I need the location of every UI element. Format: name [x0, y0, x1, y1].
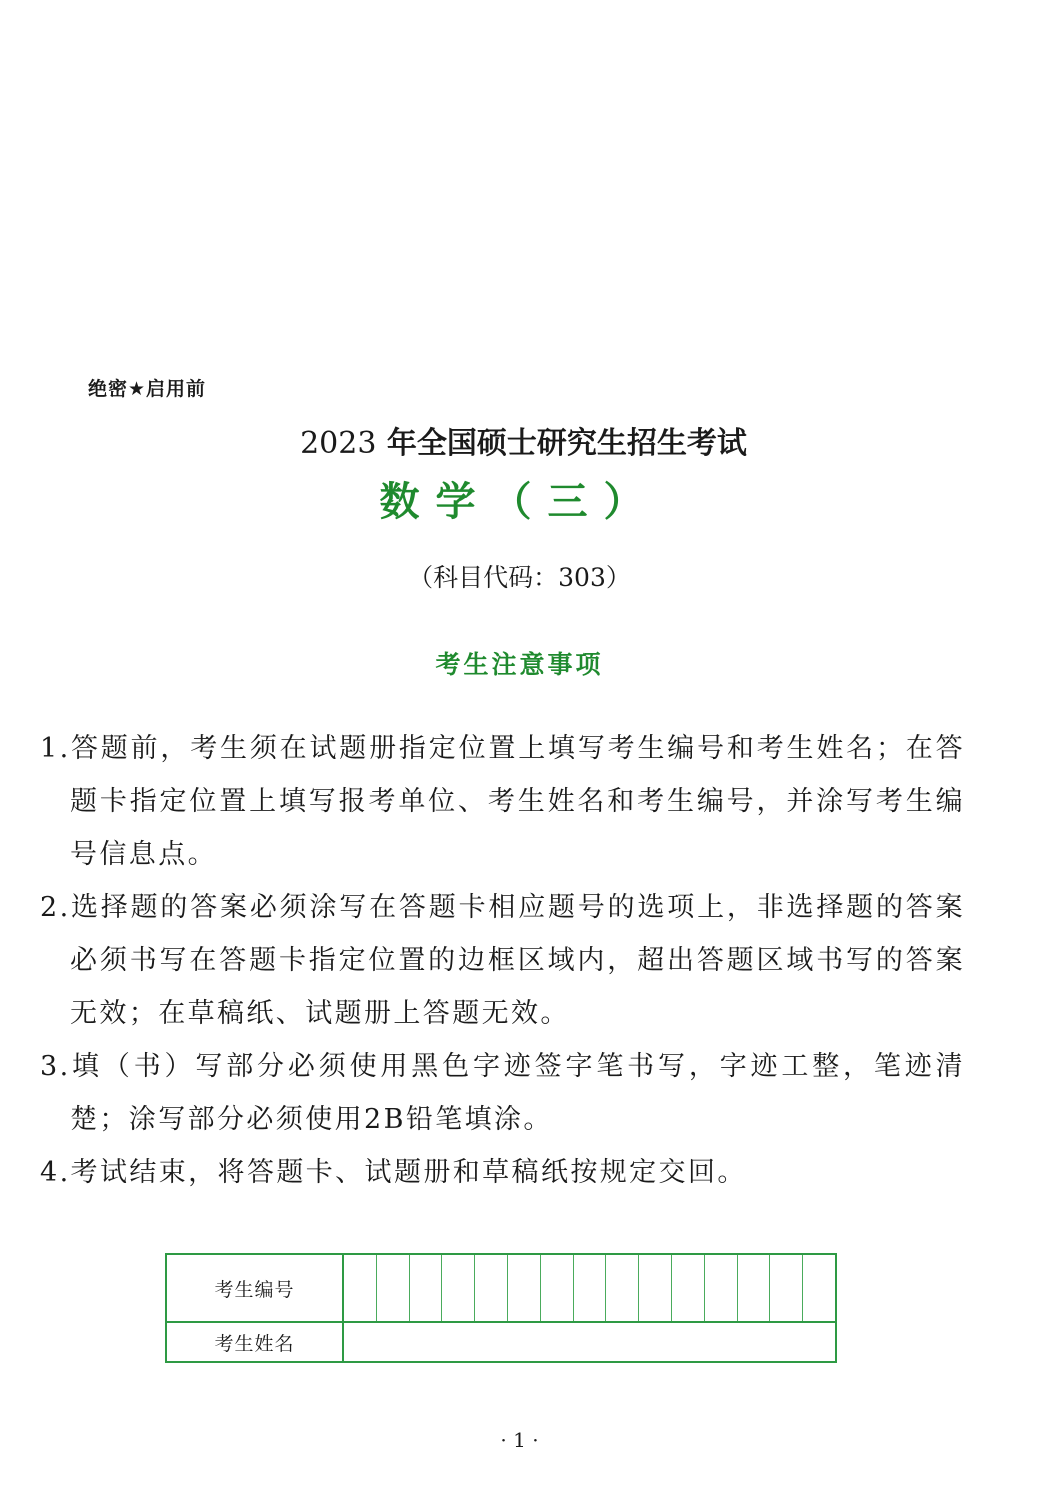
notice-heading: 考生注意事项 — [435, 650, 604, 679]
candidate-id-label: 考生编号 — [167, 1255, 344, 1321]
candidate-id-digit-box[interactable] — [442, 1255, 475, 1321]
candidate-id-digit-box[interactable] — [410, 1255, 443, 1321]
candidate-id-digit-box[interactable] — [672, 1255, 705, 1321]
candidate-id-row — [167, 1255, 835, 1323]
notice-item: 2.选择题的答案必须涂写在答题卡相应题号的选项上，非选择题的答案必须书写在答题卡指定位置的边框区域内，超出答题区域书写的答案无效；在草稿纸、试题册上答题无效。 — [40, 892, 965, 1029]
notice-item: 1.答题前，考生须在试题册指定位置上填写考生编号和考生姓名；在答题卡指定位置上填写报考单位、考生姓名和考生编号，并涂写考生编号信息点。 — [40, 733, 965, 870]
page-number: · 1 · — [500, 1428, 539, 1452]
candidate-id-digit-box[interactable] — [475, 1255, 508, 1321]
candidate-id-digit-box[interactable] — [738, 1255, 771, 1321]
candidate-name-label: 考生姓名 — [167, 1323, 344, 1361]
candidate-id-digit-box[interactable] — [344, 1255, 377, 1321]
notice-list — [40, 722, 965, 1199]
candidate-id-digit-box[interactable] — [508, 1255, 541, 1321]
exam-title-text: 年全国硕士研究生招生考试 — [386, 426, 747, 461]
notice-item: 3.填（书）写部分必须使用黑色字迹签字笔书写，字迹工整，笔迹清楚；涂写部分必须使用2B铅笔填涂。 — [40, 1051, 965, 1135]
subject-code: （科目代码：303） — [408, 563, 631, 592]
candidate-id-digit-box[interactable] — [639, 1255, 672, 1321]
candidate-id-digit-box[interactable] — [606, 1255, 639, 1321]
candidate-id-boxes[interactable] — [344, 1255, 835, 1321]
candidate-info-table — [165, 1253, 837, 1363]
candidate-id-digit-box[interactable] — [705, 1255, 738, 1321]
candidate-id-digit-box[interactable] — [574, 1255, 607, 1321]
candidate-name-field[interactable] — [344, 1323, 835, 1361]
notice-item: 4.考试结束，将答题卡、试题册和草稿纸按规定交回。 — [40, 1157, 747, 1188]
candidate-name-row — [167, 1323, 835, 1361]
candidate-id-digit-box[interactable] — [377, 1255, 410, 1321]
subject-title: 数学（三） — [379, 479, 660, 525]
candidate-id-digit-box[interactable] — [541, 1255, 574, 1321]
candidate-id-digit-box[interactable] — [803, 1255, 835, 1321]
exam-year: 2023 — [300, 426, 377, 461]
classification-label: 绝密★启用前 — [88, 378, 207, 400]
candidate-id-digit-box[interactable] — [770, 1255, 803, 1321]
exam-title — [0, 418, 1039, 462]
